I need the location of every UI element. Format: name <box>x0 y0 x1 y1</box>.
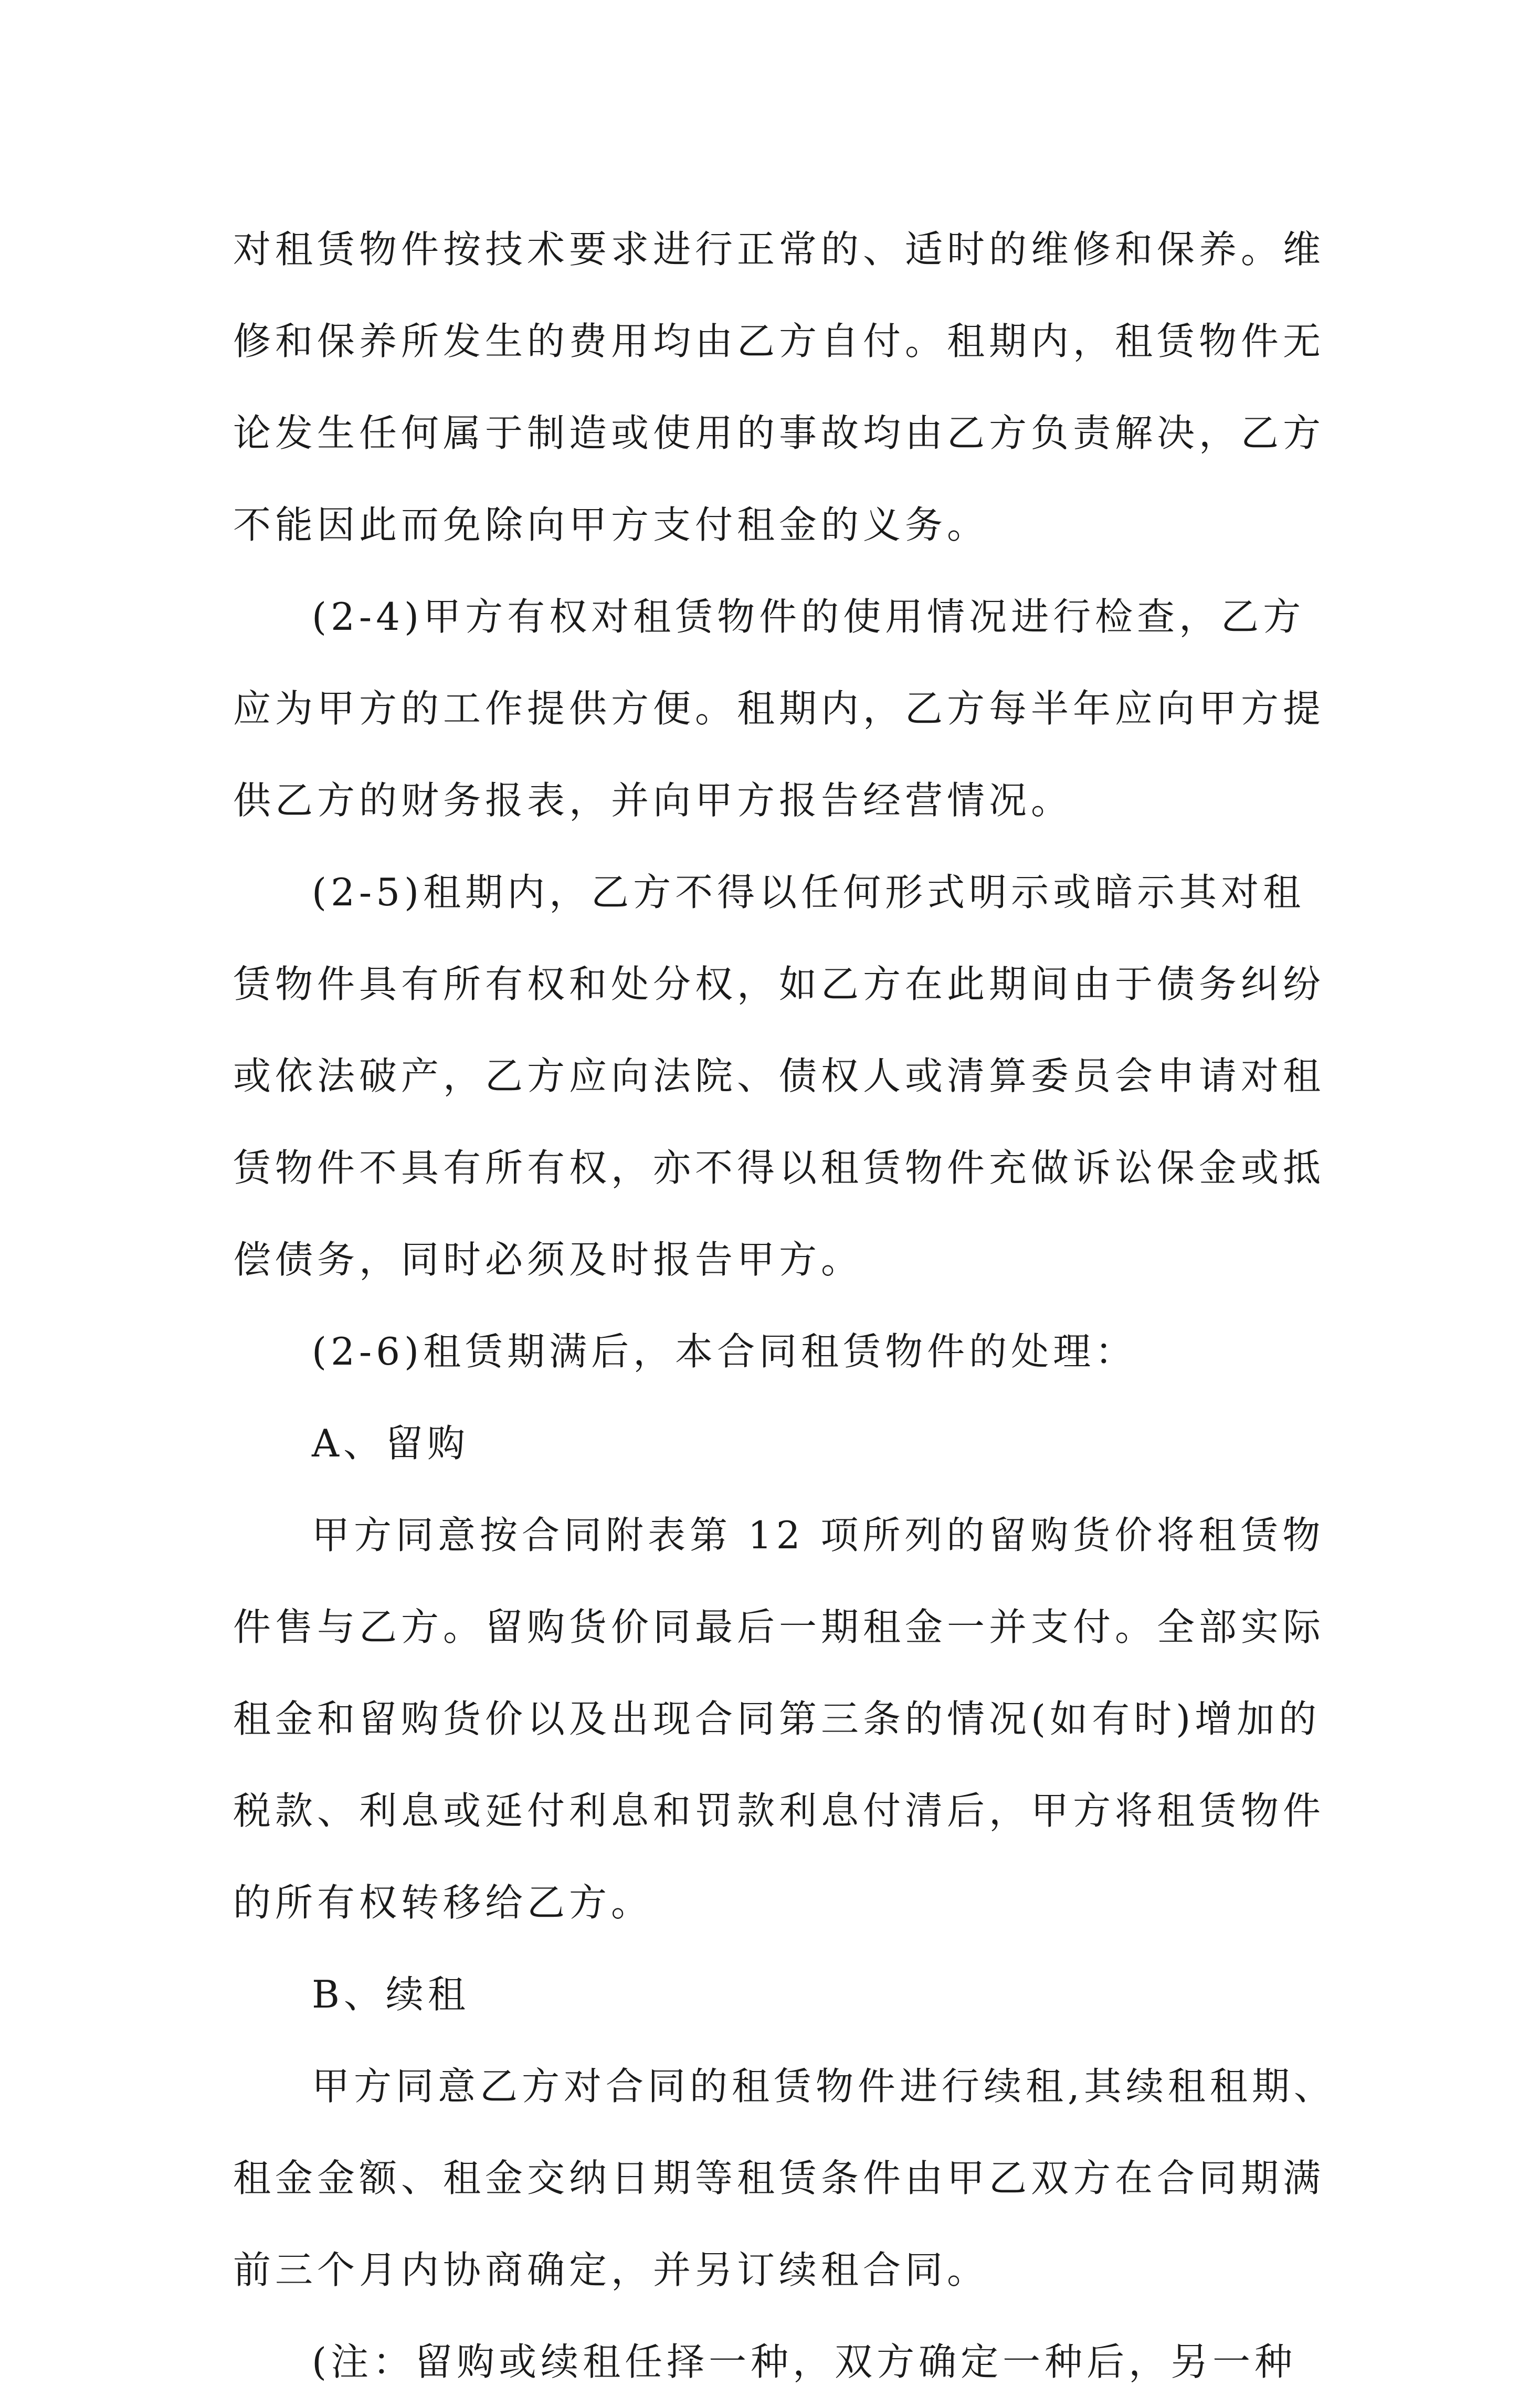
text-line-12: 偿债务，同时必须及时报告甲方。 <box>233 1238 863 1282</box>
option-a-text-line-1: 甲方同意按合同附表第 12 项所列的留购货价将租赁物 <box>312 1513 1325 1557</box>
text-line-1: 对租赁物件按技术要求进行正常的、适时的维修和保养。维 <box>233 227 1325 271</box>
clause-2-5-heading-line: (2-5)租期内，乙方不得以任何形式明示或暗示其对租 <box>312 870 1305 914</box>
option-a-text-line-3: 租金和留购货价以及出现合同第三条的情况(如有时)增加的 <box>233 1697 1321 1741</box>
option-a-text-line-2: 件售与乙方。留购货价同最后一期租金一并支付。全部实际 <box>233 1605 1325 1649</box>
text-line-3: 论发生任何属于制造或使用的事故均由乙方负责解决，乙方 <box>233 411 1325 455</box>
clause-2-4-heading-line: (2-4)甲方有权对租赁物件的使用情况进行检查，乙方 <box>312 595 1305 639</box>
option-b-heading: B、续租 <box>312 1972 470 2016</box>
option-a-text-line-4: 税款、利息或延付利息和罚款利息付清后，甲方将租赁物件 <box>233 1789 1325 1833</box>
text-line-11: 赁物件不具有所有权，亦不得以租赁物件充做诉讼保金或抵 <box>233 1146 1325 1190</box>
text-line-4: 不能因此而免除向甲方支付租金的义务。 <box>233 503 989 547</box>
option-b-text-line-2: 租金金额、租金交纳日期等租赁条件由甲乙双方在合同期满 <box>233 2156 1325 2200</box>
option-b-text-line-1: 甲方同意乙方对合同的租赁物件进行续租,其续租租期、 <box>312 2064 1336 2108</box>
text-line-9: 赁物件具有所有权和处分权，如乙方在此期间由于债务纠纷 <box>233 962 1325 1006</box>
text-line-10: 或依法破产，乙方应向法院、债权人或清算委员会申请对租 <box>233 1054 1325 1098</box>
text-line-2: 修和保养所发生的费用均由乙方自付。租期内，租赁物件无 <box>233 319 1325 363</box>
option-b-text-line-3: 前三个月内协商确定，并另订续租合同。 <box>233 2248 989 2292</box>
text-line-6: 应为甲方的工作提供方便。租期内，乙方每半年应向甲方提 <box>233 687 1325 731</box>
option-a-heading: A、留购 <box>312 1421 469 1465</box>
document-body <box>233 204 1336 2408</box>
note-line: (注：留购或续租任择一种，双方确定一种后，另一种 <box>312 2340 1297 2384</box>
text-line-7: 供乙方的财务报表，并向甲方报告经营情况。 <box>233 778 1073 822</box>
clause-2-6-heading-line: (2-6)租赁期满后，本合同租赁物件的处理： <box>312 1329 1137 1374</box>
option-a-text-line-5: 的所有权转移给乙方。 <box>233 1881 653 1925</box>
